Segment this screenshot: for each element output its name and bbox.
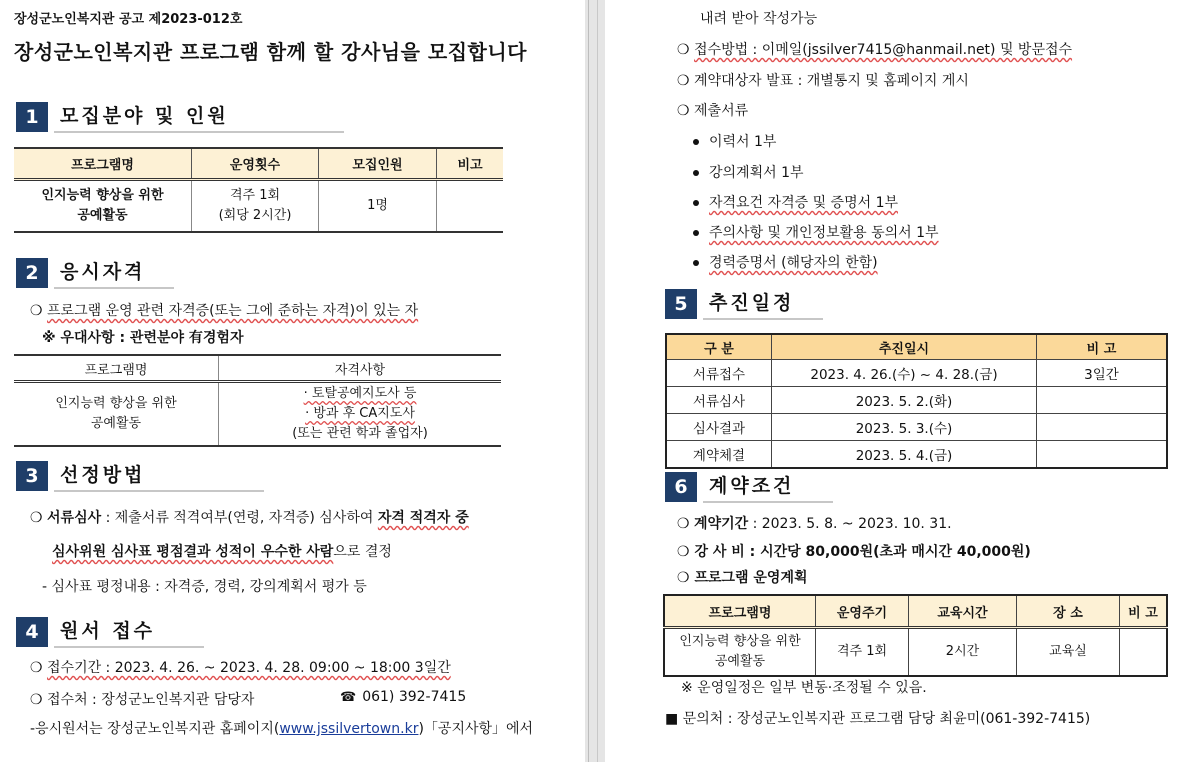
schedule-note: 3일간 <box>1037 360 1168 387</box>
schedule-header-date: 추진일시 <box>772 334 1037 360</box>
application-method-text: 접수방법 : 이메일(jssilver7415@hanmail.net) 및 방문접수 <box>694 42 1073 58</box>
selection-text1-bold: 자격 적격자 중 <box>377 510 469 526</box>
page-gutter <box>585 0 605 762</box>
recruit-freq-line2: (회당 2시간) <box>218 208 292 223</box>
contract-plan <box>677 567 808 587</box>
list-item <box>693 192 898 212</box>
schedule-note <box>1037 387 1168 414</box>
table-row <box>666 414 1167 441</box>
left-page <box>0 0 585 762</box>
plan-cycle: 격주 1회 <box>816 628 909 677</box>
recruit-freq <box>192 180 319 233</box>
selection-text2: 으로 결정 <box>333 544 392 560</box>
application-place <box>30 689 254 709</box>
contract-period <box>677 513 952 533</box>
doc-item-text: 이력서 1부 <box>709 134 777 150</box>
program-plan-table <box>663 594 1168 677</box>
bullet-icon <box>693 260 699 266</box>
circle-bullet-icon: ❍ <box>677 42 690 58</box>
section-1-number: 1 <box>16 102 48 132</box>
plan-program-line2: 공예활동 <box>714 654 766 669</box>
contract-fee-text: : 시간당 80,000원(초과 매시간 40,000원) <box>744 544 1031 560</box>
plan-place: 교육실 <box>1017 628 1120 677</box>
application-form-prefix: -응시원서는 장성군노인복지관 홈페이지( <box>30 721 280 737</box>
qual-items <box>219 382 502 447</box>
circle-bullet-icon: ❍ <box>677 73 690 89</box>
table-row <box>666 387 1167 414</box>
circle-bullet-icon: ❍ <box>677 516 690 532</box>
homepage-link[interactable]: www.jssilvertown.kr <box>279 721 419 737</box>
table-row <box>14 382 501 447</box>
contract-fee-label: 강 사 비 <box>694 544 745 560</box>
plan-program-line1: 인지능력 향상을 위한 <box>679 634 801 649</box>
application-period-text: 접수기간 : 2023. 4. 26. ~ 2023. 4. 28. 09:00 ~ 18:00 3일간 <box>47 660 451 676</box>
qual-item: · 토탈공예지도사 등 <box>303 386 417 401</box>
recruit-header-note: 비고 <box>437 148 504 180</box>
application-form-suffix: )「공지사항」에서 <box>418 721 534 737</box>
schedule-date: 2023. 5. 4.(금) <box>772 441 1037 469</box>
circle-bullet-icon: ❍ <box>30 303 43 319</box>
section-3-number: 3 <box>16 461 48 491</box>
section-5-title: 추진일정 <box>703 289 823 320</box>
application-docs-title-text: 제출서류 <box>694 103 749 119</box>
list-item <box>693 162 804 182</box>
section-2-number: 2 <box>16 258 48 288</box>
doc-item-text: 경력증명서 (해당자의 한함) <box>709 255 878 271</box>
schedule-note <box>1037 441 1168 469</box>
circle-bullet-icon: ❍ <box>677 103 690 119</box>
selection-sub: - 심사표 평정내용 : 자격증, 경력, 강의계획서 평가 등 <box>42 579 367 595</box>
plan-note <box>1120 628 1168 677</box>
schedule-header-item: 구 분 <box>666 334 772 360</box>
doc-item-text: 주의사항 및 개인정보활용 동의서 1부 <box>709 225 939 241</box>
qual-header-program: 프로그램명 <box>14 355 219 382</box>
recruit-header-freq: 운영횟수 <box>192 148 319 180</box>
plan-header-cycle: 운영주기 <box>816 595 909 628</box>
recruit-freq-line1: 격주 1회 <box>229 188 281 203</box>
application-form <box>30 718 533 738</box>
schedule-item: 심사결과 <box>666 414 772 441</box>
recruit-count: 1명 <box>319 180 437 233</box>
plan-header-note: 비 고 <box>1120 595 1168 628</box>
application-method <box>677 39 1072 59</box>
recruit-note <box>437 180 504 233</box>
page-title: 장성군노인복지관 프로그램 함께 할 강사님을 모집합니다 <box>14 40 527 64</box>
qual-program <box>14 382 219 447</box>
schedule-date: 2023. 5. 3.(수) <box>772 414 1037 441</box>
application-announce-text: 계약대상자 발표 : 개별통지 및 홈페이지 게시 <box>694 73 969 89</box>
recruit-program-line1: 인지능력 향상을 위한 <box>41 188 164 203</box>
recruit-program-line2: 공예활동 <box>77 208 128 223</box>
plan-program <box>664 628 816 677</box>
circle-bullet-icon: ❍ <box>30 510 43 526</box>
plan-hours: 2시간 <box>909 628 1017 677</box>
bullet-icon <box>693 230 699 236</box>
qualification-preference: ※ 우대사항 : 관련분야 有경험자 <box>42 330 244 346</box>
qual-program-line1: 인지능력 향상을 위한 <box>55 396 177 411</box>
recruit-program <box>14 180 192 233</box>
schedule-table <box>665 333 1168 469</box>
schedule-date: 2023. 5. 2.(화) <box>772 387 1037 414</box>
qualification-main-text: 프로그램 운영 관련 자격증(또는 그에 준하는 자격)이 있는 자 <box>47 303 419 319</box>
selection-line1 <box>30 507 469 527</box>
section-4-title: 원서 접수 <box>54 617 204 648</box>
plan-header-place: 장 소 <box>1017 595 1120 628</box>
section-3-title: 선정방법 <box>54 461 264 492</box>
table-row <box>666 441 1167 469</box>
qualification-main <box>30 300 418 320</box>
application-phone-text: 061) 392-7415 <box>362 689 467 705</box>
schedule-header-note: 비 고 <box>1037 334 1168 360</box>
qual-item: (또는 관련 학과 졸업자) <box>292 426 428 441</box>
plan-header-hours: 교육시간 <box>909 595 1017 628</box>
recruit-header-count: 모집인원 <box>319 148 437 180</box>
qual-item: · 방과 후 CA지도사 <box>305 406 415 421</box>
table-row <box>664 628 1167 677</box>
schedule-item: 서류접수 <box>666 360 772 387</box>
application-place-text: 접수처 : 장성군노인복지관 담당자 <box>47 692 255 708</box>
circle-bullet-icon: ❍ <box>30 692 43 708</box>
circle-bullet-icon: ❍ <box>677 570 690 586</box>
circle-bullet-icon: ❍ <box>677 544 690 560</box>
application-announce <box>677 70 969 90</box>
schedule-note <box>1037 414 1168 441</box>
section-2-title: 응시자격 <box>54 258 174 289</box>
contract-remark: ※ 운영일정은 일부 변동·조정될 수 있음. <box>681 680 927 696</box>
contract-period-label: 계약기간 <box>694 516 749 532</box>
list-item <box>693 131 776 151</box>
contract-period-text: : 2023. 5. 8. ~ 2023. 10. 31. <box>748 516 952 532</box>
recruit-table <box>14 147 503 233</box>
contract-fee <box>677 541 1031 561</box>
schedule-item: 서류심사 <box>666 387 772 414</box>
notice-number: 장성군노인복지관 공고 제2023-012호 <box>14 12 243 27</box>
list-item <box>693 252 878 272</box>
schedule-item: 계약체결 <box>666 441 772 469</box>
section-1-title: 모집분야 및 인원 <box>54 102 344 133</box>
recruit-header-program: 프로그램명 <box>14 148 192 180</box>
contact-info: ■ 문의처 : 장성군노인복지관 프로그램 담당 최윤미(061-392-7415) <box>665 711 1091 727</box>
qual-header-requirement: 자격사항 <box>219 355 502 382</box>
application-phone <box>340 689 466 705</box>
bullet-icon <box>693 200 699 206</box>
section-4-number: 4 <box>16 617 48 647</box>
table-row <box>14 180 503 233</box>
schedule-date: 2023. 4. 26.(수) ~ 4. 28.(금) <box>772 360 1037 387</box>
doc-item-text: 강의계획서 1부 <box>709 165 804 181</box>
bullet-icon <box>693 170 699 176</box>
application-form-cont: 내려 받아 작성가능 <box>700 11 818 27</box>
qualification-table <box>14 354 501 447</box>
contract-plan-label: 프로그램 운영계획 <box>694 570 808 586</box>
selection-text2-bold: 심사위원 심사표 평점결과 성적이 우수한 사람 <box>52 544 334 560</box>
qual-program-line2: 공예활동 <box>90 416 142 431</box>
section-6-title: 계약조건 <box>703 472 833 503</box>
bullet-icon <box>693 139 699 145</box>
application-period <box>30 657 451 677</box>
selection-text1: : 제출서류 적격여부(연령, 자격증) 심사하여 <box>101 510 378 526</box>
table-row <box>666 360 1167 387</box>
application-docs-title <box>677 100 748 120</box>
selection-line2 <box>52 541 392 561</box>
right-page <box>605 0 1185 762</box>
circle-bullet-icon: ❍ <box>30 660 43 676</box>
plan-header-program: 프로그램명 <box>664 595 816 628</box>
selection-label: 서류심사 <box>47 510 102 526</box>
phone-icon: ☎ <box>340 690 357 705</box>
section-5-number: 5 <box>665 289 697 319</box>
list-item <box>693 222 939 242</box>
doc-item-text: 자격요건 자격증 및 증명서 1부 <box>709 195 898 211</box>
section-6-number: 6 <box>665 472 697 502</box>
